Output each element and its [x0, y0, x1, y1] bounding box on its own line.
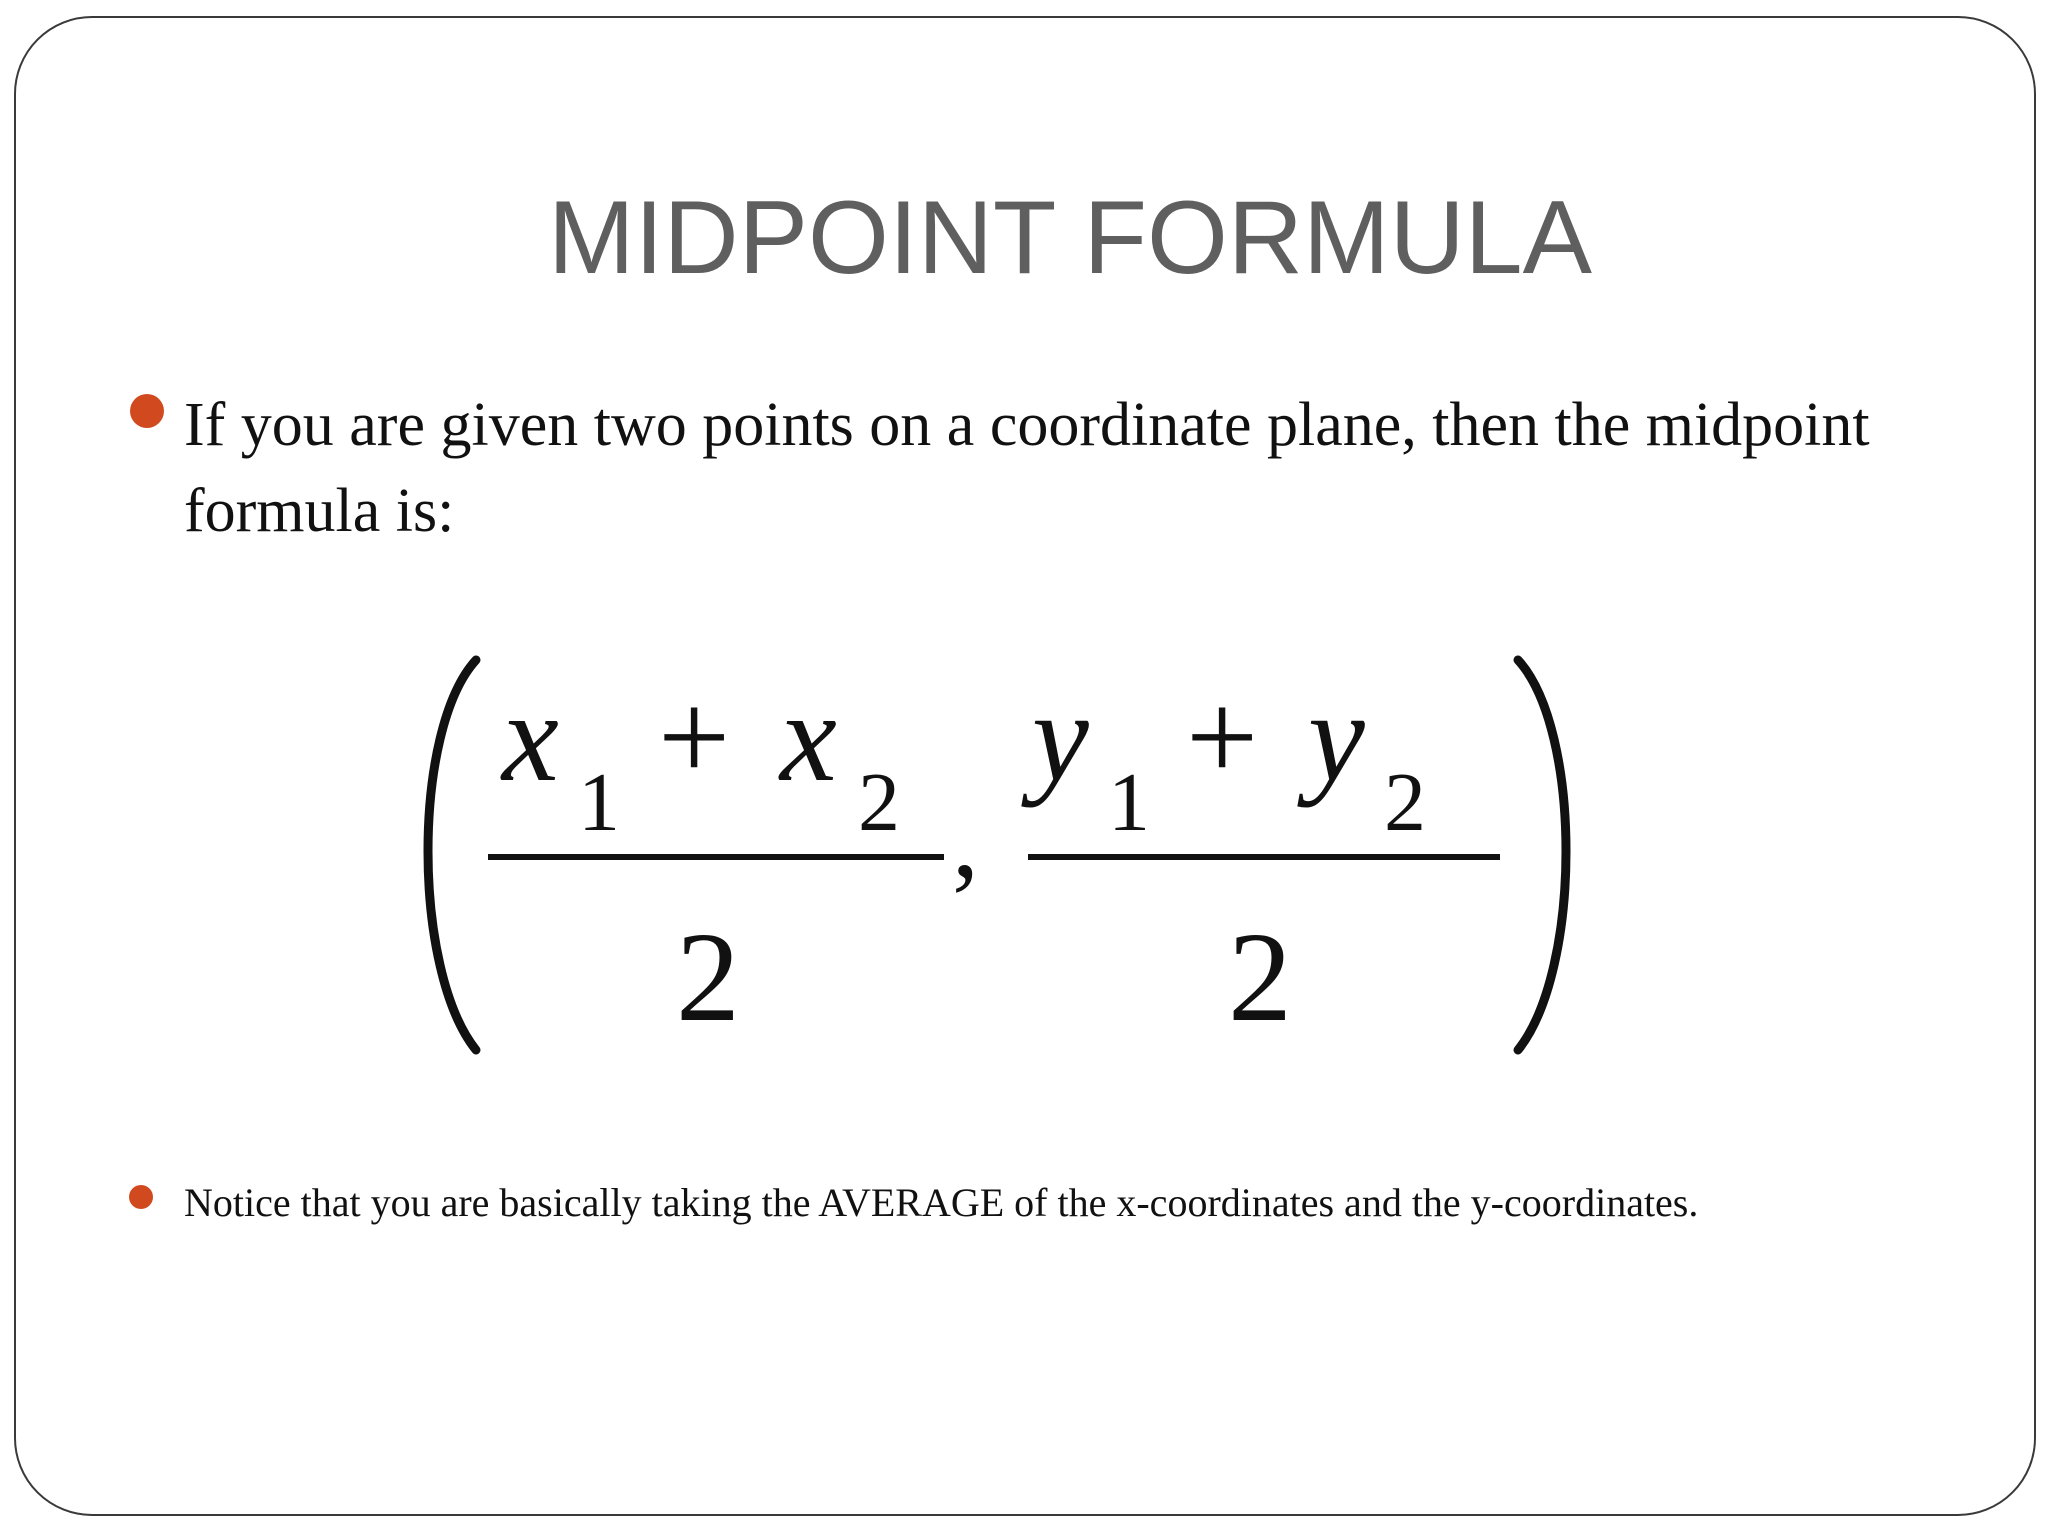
left-parenthesis [428, 660, 476, 1050]
x1-subscript: 1 [578, 756, 620, 849]
x-plus-sign: + [658, 666, 731, 808]
y2-subscript: 2 [1384, 756, 1426, 849]
x-denominator: 2 [676, 906, 740, 1048]
x1-variable: x [502, 666, 559, 808]
y-plus-sign: + [1186, 666, 1259, 808]
x2-variable: x [780, 666, 837, 808]
right-parenthesis [1518, 660, 1566, 1050]
y1-variable: y [1032, 666, 1089, 808]
y-numerator [1021, 666, 1426, 849]
bullet-text-intro: If you are given two points on a coordinate plane, then the midpoint formula is: [184, 391, 1870, 545]
bullet-point-icon [129, 1185, 153, 1209]
midpoint-formula [400, 640, 1600, 1070]
bullet-point-icon [130, 394, 164, 428]
slide-title: MIDPOINT FORMULA [548, 180, 1592, 296]
x2-subscript: 2 [858, 756, 900, 849]
y2-variable: y [1308, 666, 1365, 808]
y1-subscript: 1 [1108, 756, 1150, 849]
x-numerator [500, 666, 900, 849]
bullet-text-notice: Notice that you are basically taking the AVERAGE of the x-coordinates and the y-coordinates. [184, 1180, 1699, 1225]
y-denominator: 2 [1228, 906, 1292, 1048]
formula-comma: , [952, 781, 979, 900]
